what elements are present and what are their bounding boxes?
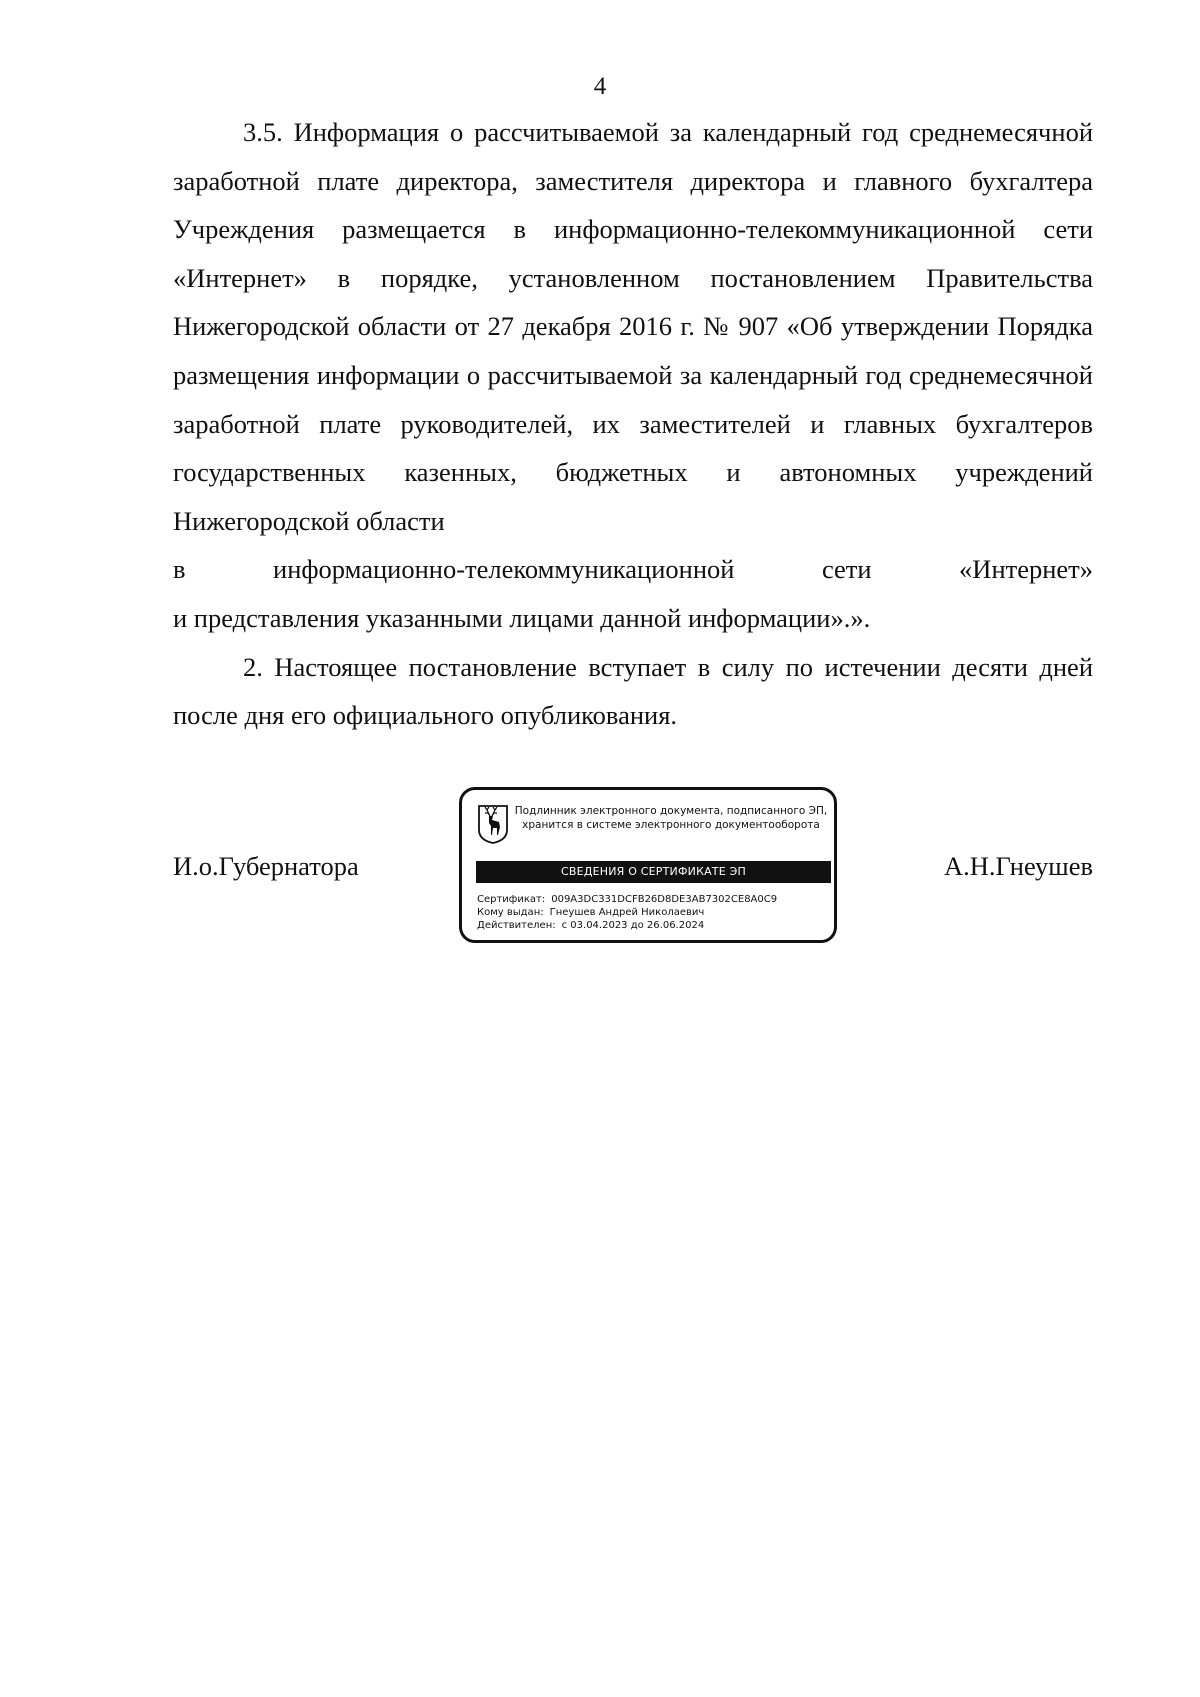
issued-to-row	[477, 906, 827, 919]
validity-row	[477, 919, 827, 932]
signatory-name: А.Н.Гнеушев	[943, 851, 1093, 881]
issued-to-label: Кому выдан:	[477, 907, 544, 918]
page-number: 4	[593, 73, 607, 100]
stamp-header	[514, 804, 828, 832]
certificate-value: 009A3DC331DCFB26D8DE3AB7302CE8A0C9	[551, 894, 778, 905]
electronic-signature-stamp	[459, 787, 837, 943]
issued-to-value: Гнеушев Андрей Николаевич	[549, 907, 705, 918]
paragraph-3-5-ending: и представления указанными лицами данной информации».».	[173, 602, 871, 633]
stamp-title-bar: СВЕДЕНИЯ О СЕРТИФИКАТЕ ЭП	[476, 861, 831, 883]
validity-value: с 03.04.2023 до 26.06.2024	[561, 920, 705, 931]
nizhny-novgorod-deer-emblem-icon	[477, 804, 509, 844]
paragraph-3-5-continuation: в информационно-телекоммуникационной сети «Интернет»	[173, 554, 1093, 585]
validity-label: Действителен:	[477, 920, 556, 931]
paragraph-2: 2. Настоящее постановление вступает в силу по истечении десяти дней после дня его официального опубликования.	[173, 651, 1093, 731]
stamp-certificate-details	[477, 893, 827, 932]
certificate-label: Сертификат:	[477, 894, 546, 905]
signatory-position: И.о.Губернатора	[173, 851, 359, 881]
stamp-header-line: хранится в системе электронного документооборота	[522, 819, 820, 831]
certificate-row	[477, 893, 827, 906]
paragraph-3-5: 3.5. Информация о рассчитываемой за календарный год среднемесячной заработной плате директора, заместителя директора и главного бухгалтера Учреждения размещается в информационно-телекоммуникационной сети «Интернет» в порядке, установленном постановлением Правительства Нижегородской области от 27 декабря 2016 г. № 907 «Об утверждении Порядка размещения информации о рассчитываемой за календарный год среднемесячной заработной плате руководителей, их заместителей и главных бухгалтеров государственных казенных, бюджетных и автономных учреждений Нижегородской области	[173, 117, 1093, 536]
stamp-header-line: Подлинник электронного документа, подписанного ЭП,	[514, 805, 828, 817]
document-body	[173, 108, 1093, 740]
